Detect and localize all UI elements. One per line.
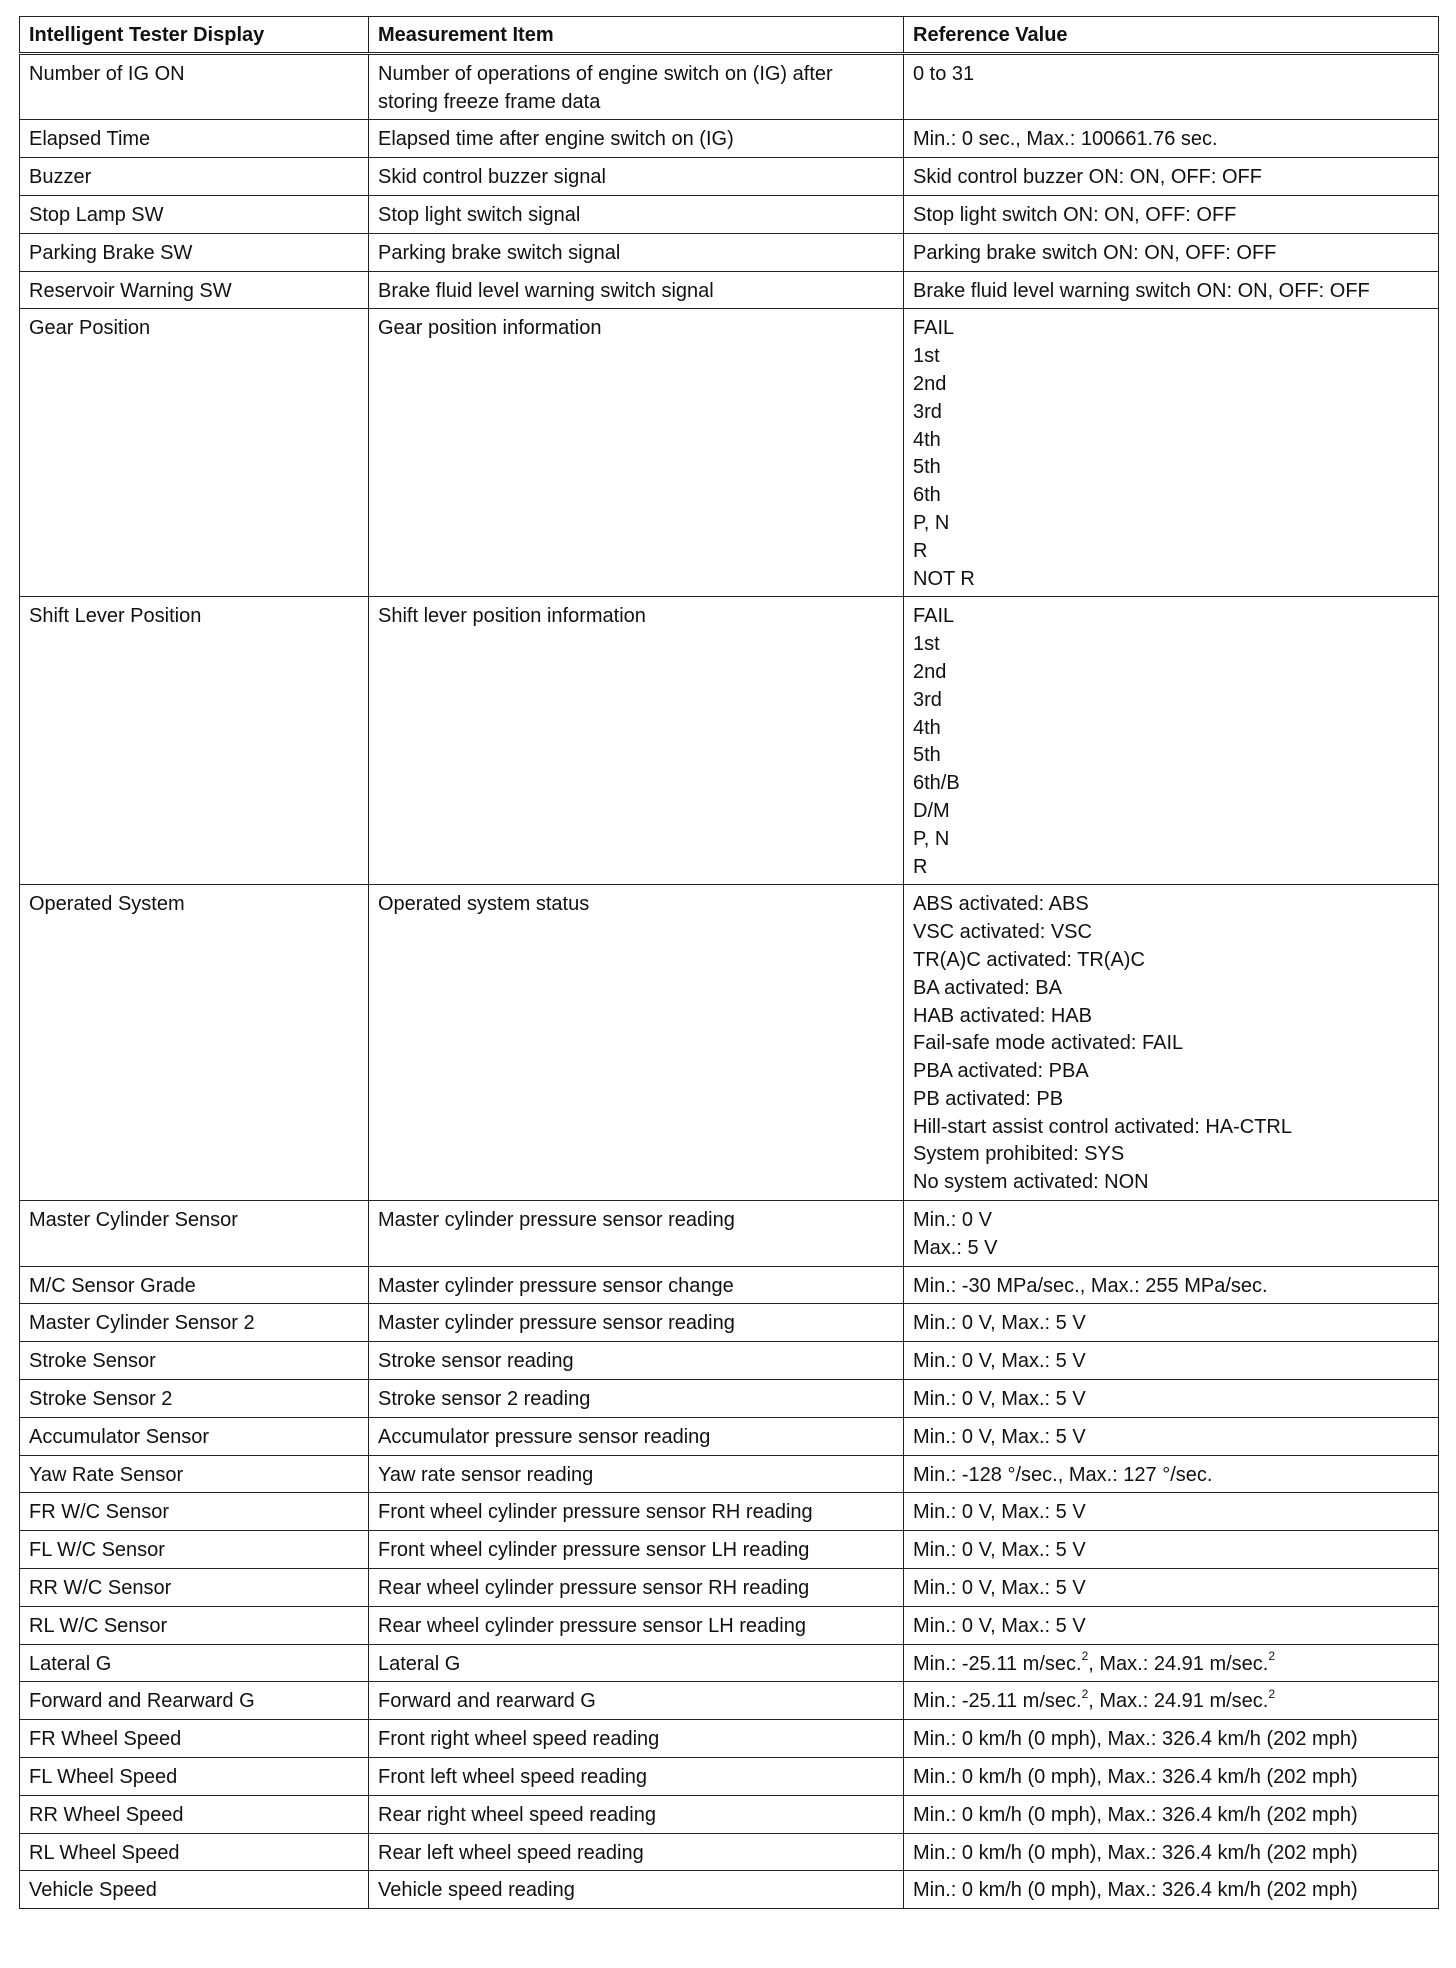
cell-reference-value xyxy=(904,1304,1439,1342)
unit-exponent: 2 xyxy=(1081,1648,1089,1663)
reference-value-line: PB activated: PB xyxy=(913,1087,1064,1110)
table-row xyxy=(20,1682,1439,1720)
reference-value-line: Max.: 5 V xyxy=(913,1236,998,1259)
reference-value-line: Min.: 0 V, Max.: 5 V xyxy=(913,1350,1086,1373)
cell-measurement-item: Rear left wheel speed reading xyxy=(369,1833,904,1871)
table-row xyxy=(20,53,1439,120)
max-value-text: , Max.: 24.91 m/sec. xyxy=(1088,1652,1269,1675)
reference-value-line: 3rd xyxy=(913,400,942,423)
table-row xyxy=(20,1569,1439,1607)
unit-exponent: 2 xyxy=(1081,1686,1089,1701)
cell-reference-value xyxy=(904,1758,1439,1796)
table-row xyxy=(20,309,1439,597)
unit-exponent: 2 xyxy=(1268,1686,1276,1701)
reference-value-line: Min.: 0 V, Max.: 5 V xyxy=(913,1539,1086,1562)
table-row xyxy=(20,233,1439,271)
reference-value-line: 5th xyxy=(913,456,941,479)
reference-value-line: 2nd xyxy=(913,372,947,395)
cell-reference-value xyxy=(904,1682,1439,1720)
table-body xyxy=(20,53,1439,1908)
cell-tester-display: Buzzer xyxy=(20,158,369,196)
reference-value-line: Min.: -30 MPa/sec., Max.: 255 MPa/sec. xyxy=(913,1274,1268,1297)
reference-value-line xyxy=(913,1648,1429,1679)
cell-reference-value xyxy=(904,1380,1439,1418)
reference-value-line: 1st xyxy=(913,633,940,656)
reference-value-line: Stop light switch ON: ON, OFF: OFF xyxy=(913,203,1237,226)
cell-reference-value xyxy=(904,885,1439,1201)
reference-value-line: TR(A)C activated: TR(A)C xyxy=(913,948,1145,971)
cell-measurement-item: Stroke sensor reading xyxy=(369,1342,904,1380)
cell-tester-display: Master Cylinder Sensor 2 xyxy=(20,1304,369,1342)
cell-measurement-item: Lateral G xyxy=(369,1644,904,1682)
table-header-row xyxy=(20,17,1439,54)
reference-table-sheet xyxy=(19,16,1438,1909)
cell-measurement-item: Brake fluid level warning switch signal xyxy=(369,271,904,309)
cell-measurement-item: Vehicle speed reading xyxy=(369,1871,904,1909)
reference-value-line: NOT R xyxy=(913,567,975,590)
table-row xyxy=(20,1758,1439,1796)
cell-measurement-item: Elapsed time after engine switch on (IG) xyxy=(369,120,904,158)
cell-tester-display: Number of IG ON xyxy=(20,53,369,120)
header-reference-value: Reference Value xyxy=(904,17,1439,54)
cell-tester-display: Stroke Sensor xyxy=(20,1342,369,1380)
cell-measurement-item: Shift lever position information xyxy=(369,597,904,885)
cell-tester-display: Shift Lever Position xyxy=(20,597,369,885)
cell-reference-value xyxy=(904,1569,1439,1607)
reference-value-line: 2nd xyxy=(913,660,947,683)
header-measurement-item: Measurement Item xyxy=(369,17,904,54)
cell-reference-value xyxy=(904,1795,1439,1833)
reference-value-line: ABS activated: ABS xyxy=(913,893,1089,916)
cell-reference-value xyxy=(904,309,1439,597)
cell-reference-value xyxy=(904,1417,1439,1455)
reference-value-line: Min.: 0 km/h (0 mph), Max.: 326.4 km/h (202 mph) xyxy=(913,1879,1358,1902)
reference-value-line: 4th xyxy=(913,716,941,739)
reference-value-line: Min.: 0 V, Max.: 5 V xyxy=(913,1388,1086,1411)
cell-reference-value xyxy=(904,597,1439,885)
cell-reference-value xyxy=(904,120,1439,158)
data-list-reference-table xyxy=(19,16,1439,1909)
reference-value-line: Min.: 0 km/h (0 mph), Max.: 326.4 km/h (202 mph) xyxy=(913,1841,1358,1864)
cell-reference-value xyxy=(904,158,1439,196)
min-value-text: Min.: -25.11 m/sec. xyxy=(913,1690,1082,1713)
reference-value-line: Hill-start assist control activated: HA-CTRL xyxy=(913,1115,1292,1138)
reference-value-line: R xyxy=(913,855,928,878)
cell-reference-value xyxy=(904,1720,1439,1758)
table-row xyxy=(20,1795,1439,1833)
cell-measurement-item: Rear wheel cylinder pressure sensor LH reading xyxy=(369,1606,904,1644)
cell-tester-display: Yaw Rate Sensor xyxy=(20,1455,369,1493)
reference-value-line: Min.: 0 V, Max.: 5 V xyxy=(913,1501,1086,1524)
cell-measurement-item: Operated system status xyxy=(369,885,904,1201)
table-row xyxy=(20,1833,1439,1871)
reference-value-line: P, N xyxy=(913,511,950,534)
reference-value-line: No system activated: NON xyxy=(913,1171,1149,1194)
cell-tester-display: RR Wheel Speed xyxy=(20,1795,369,1833)
cell-measurement-item: Forward and rearward G xyxy=(369,1682,904,1720)
reference-value-line: BA activated: BA xyxy=(913,976,1062,999)
cell-tester-display: Stroke Sensor 2 xyxy=(20,1380,369,1418)
cell-reference-value xyxy=(904,271,1439,309)
table-row xyxy=(20,1531,1439,1569)
cell-tester-display: Lateral G xyxy=(20,1644,369,1682)
cell-measurement-item: Stop light switch signal xyxy=(369,195,904,233)
reference-value-line: Brake fluid level warning switch ON: ON, OFF: OFF xyxy=(913,279,1370,302)
cell-tester-display: Forward and Rearward G xyxy=(20,1682,369,1720)
reference-value-line: Fail-safe mode activated: FAIL xyxy=(913,1032,1184,1055)
cell-tester-display: Vehicle Speed xyxy=(20,1871,369,1909)
cell-measurement-item: Front right wheel speed reading xyxy=(369,1720,904,1758)
cell-measurement-item: Skid control buzzer signal xyxy=(369,158,904,196)
reference-value-line: D/M xyxy=(913,799,950,822)
table-row xyxy=(20,1493,1439,1531)
table-row xyxy=(20,158,1439,196)
table-row xyxy=(20,1720,1439,1758)
cell-reference-value xyxy=(904,1201,1439,1267)
table-row xyxy=(20,1266,1439,1304)
reference-value-line: PBA activated: PBA xyxy=(913,1060,1089,1083)
cell-tester-display: RL W/C Sensor xyxy=(20,1606,369,1644)
table-row xyxy=(20,1304,1439,1342)
cell-reference-value xyxy=(904,1644,1439,1682)
cell-tester-display: Reservoir Warning SW xyxy=(20,271,369,309)
cell-reference-value xyxy=(904,1606,1439,1644)
cell-measurement-item: Front wheel cylinder pressure sensor LH reading xyxy=(369,1531,904,1569)
reference-value-line: FAIL xyxy=(913,317,955,340)
table-row xyxy=(20,1417,1439,1455)
table-row xyxy=(20,1606,1439,1644)
unit-exponent: 2 xyxy=(1268,1648,1276,1663)
reference-value-line: Min.: 0 km/h (0 mph), Max.: 326.4 km/h (202 mph) xyxy=(913,1803,1358,1826)
reference-value-line: VSC activated: VSC xyxy=(913,921,1092,944)
reference-value-line: Min.: 0 sec., Max.: 100661.76 sec. xyxy=(913,128,1218,151)
cell-tester-display: M/C Sensor Grade xyxy=(20,1266,369,1304)
cell-tester-display: FR Wheel Speed xyxy=(20,1720,369,1758)
cell-reference-value xyxy=(904,1871,1439,1909)
reference-value-line: 0 to 31 xyxy=(913,62,975,85)
cell-reference-value xyxy=(904,1455,1439,1493)
reference-value-line: Skid control buzzer ON: ON, OFF: OFF xyxy=(913,166,1262,189)
cell-tester-display: FR W/C Sensor xyxy=(20,1493,369,1531)
cell-measurement-item: Stroke sensor 2 reading xyxy=(369,1380,904,1418)
cell-tester-display: RR W/C Sensor xyxy=(20,1569,369,1607)
reference-value-line: Min.: 0 V, Max.: 5 V xyxy=(913,1577,1086,1600)
reference-value-line: Min.: 0 V, Max.: 5 V xyxy=(913,1312,1086,1335)
cell-reference-value xyxy=(904,1342,1439,1380)
cell-measurement-item: Gear position information xyxy=(369,309,904,597)
cell-tester-display: FL Wheel Speed xyxy=(20,1758,369,1796)
cell-tester-display: Parking Brake SW xyxy=(20,233,369,271)
reference-value-line: Min.: 0 km/h (0 mph), Max.: 326.4 km/h (202 mph) xyxy=(913,1728,1358,1751)
header-tester-display: Intelligent Tester Display xyxy=(20,17,369,54)
cell-tester-display: Gear Position xyxy=(20,309,369,597)
reference-value-line: Min.: 0 V, Max.: 5 V xyxy=(913,1425,1086,1448)
cell-tester-display: Operated System xyxy=(20,885,369,1201)
cell-tester-display: Accumulator Sensor xyxy=(20,1417,369,1455)
cell-measurement-item: Master cylinder pressure sensor change xyxy=(369,1266,904,1304)
cell-reference-value xyxy=(904,1493,1439,1531)
cell-measurement-item: Rear wheel cylinder pressure sensor RH reading xyxy=(369,1569,904,1607)
reference-value-line: Min.: 0 km/h (0 mph), Max.: 326.4 km/h (202 mph) xyxy=(913,1766,1358,1789)
reference-value-line: Parking brake switch ON: ON, OFF: OFF xyxy=(913,241,1277,264)
reference-value-line: HAB activated: HAB xyxy=(913,1004,1092,1027)
reference-value-line: Min.: 0 V, Max.: 5 V xyxy=(913,1614,1086,1637)
table-row xyxy=(20,271,1439,309)
cell-measurement-item: Yaw rate sensor reading xyxy=(369,1455,904,1493)
table-row xyxy=(20,1644,1439,1682)
table-row xyxy=(20,1455,1439,1493)
cell-tester-display: RL Wheel Speed xyxy=(20,1833,369,1871)
table-row xyxy=(20,120,1439,158)
table-row xyxy=(20,1201,1439,1267)
cell-reference-value xyxy=(904,1833,1439,1871)
cell-tester-display: Elapsed Time xyxy=(20,120,369,158)
table-row xyxy=(20,195,1439,233)
reference-value-line: 6th xyxy=(913,484,941,507)
reference-value-line: 5th xyxy=(913,744,941,767)
reference-value-line: R xyxy=(913,539,928,562)
cell-reference-value xyxy=(904,1531,1439,1569)
reference-value-line: 6th/B xyxy=(913,772,960,795)
cell-tester-display: FL W/C Sensor xyxy=(20,1531,369,1569)
cell-measurement-item: Accumulator pressure sensor reading xyxy=(369,1417,904,1455)
reference-value-line: Min.: -128 °/sec., Max.: 127 °/sec. xyxy=(913,1463,1213,1486)
cell-tester-display: Stop Lamp SW xyxy=(20,195,369,233)
table-row xyxy=(20,885,1439,1201)
cell-reference-value xyxy=(904,53,1439,120)
cell-reference-value xyxy=(904,195,1439,233)
cell-measurement-item: Parking brake switch signal xyxy=(369,233,904,271)
cell-measurement-item: Front wheel cylinder pressure sensor RH reading xyxy=(369,1493,904,1531)
cell-reference-value xyxy=(904,233,1439,271)
table-row xyxy=(20,1871,1439,1909)
reference-value-line xyxy=(913,1688,1429,1716)
reference-value-line: 3rd xyxy=(913,688,942,711)
cell-reference-value xyxy=(904,1266,1439,1304)
reference-value-line: 1st xyxy=(913,345,940,368)
table-row xyxy=(20,1342,1439,1380)
reference-value-line: 4th xyxy=(913,428,941,451)
reference-value-line: P, N xyxy=(913,827,950,850)
cell-tester-display: Master Cylinder Sensor xyxy=(20,1201,369,1267)
table-row xyxy=(20,1380,1439,1418)
cell-measurement-item: Master cylinder pressure sensor reading xyxy=(369,1304,904,1342)
cell-measurement-item: Rear right wheel speed reading xyxy=(369,1795,904,1833)
cell-measurement-item: Master cylinder pressure sensor reading xyxy=(369,1201,904,1267)
table-row xyxy=(20,597,1439,885)
reference-value-line: FAIL xyxy=(913,605,955,628)
max-value-text: , Max.: 24.91 m/sec. xyxy=(1088,1690,1269,1713)
cell-measurement-item: Front left wheel speed reading xyxy=(369,1758,904,1796)
reference-value-line: Min.: 0 V xyxy=(913,1209,992,1232)
cell-measurement-item: Number of operations of engine switch on (IG) after storing freeze frame data xyxy=(369,53,904,120)
min-value-text: Min.: -25.11 m/sec. xyxy=(913,1652,1082,1675)
reference-value-line: System prohibited: SYS xyxy=(913,1143,1125,1166)
